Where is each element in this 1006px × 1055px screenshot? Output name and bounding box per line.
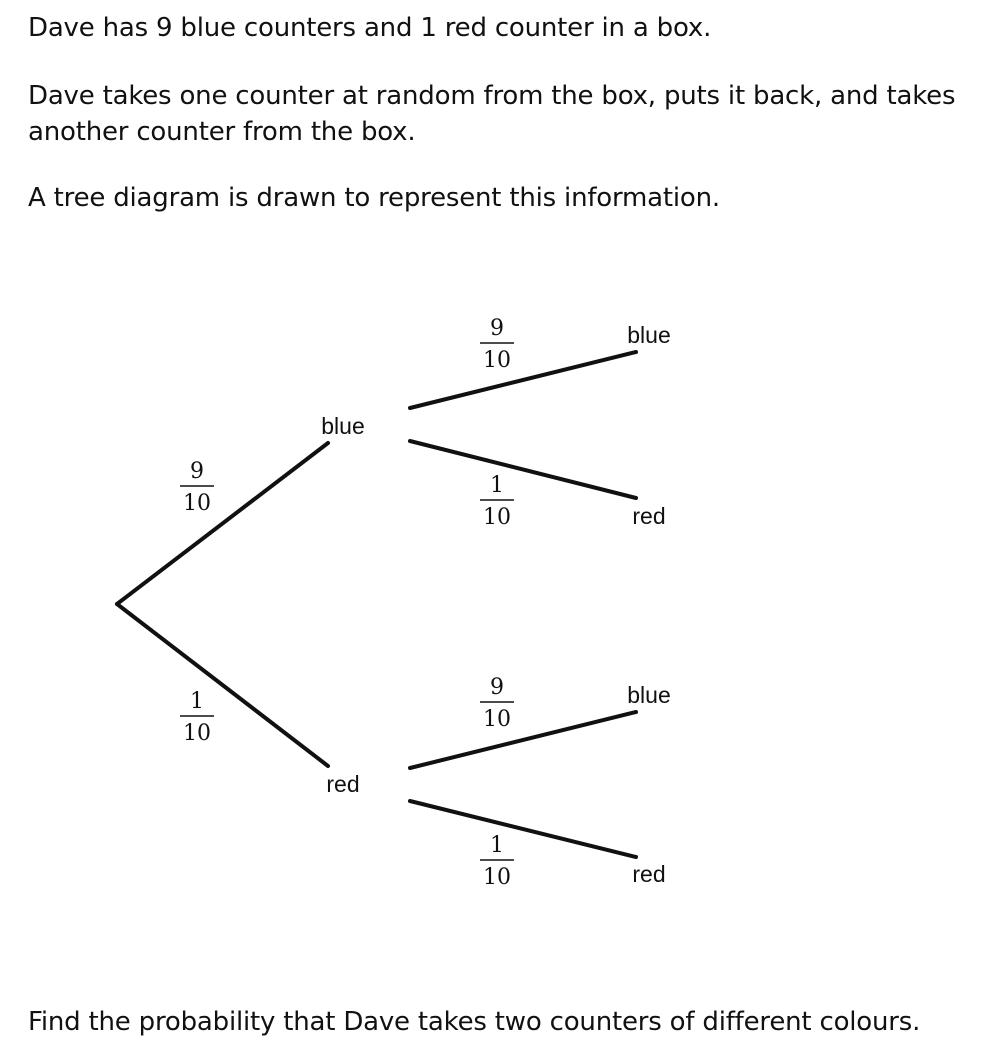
diagram-note: A tree diagram is drawn to represent this information. <box>28 183 720 213</box>
prob-numerator: 1 <box>190 689 204 714</box>
branch-after-red-red <box>410 801 636 857</box>
branch-after-red-blue <box>410 712 636 768</box>
node-label-after-blue-blue: blue <box>627 322 671 348</box>
branch-first-red <box>117 604 328 766</box>
prob-denominator: 10 <box>183 491 211 516</box>
prob-numerator: 9 <box>490 316 504 341</box>
prob-denominator: 10 <box>483 348 511 373</box>
prob-after-red-red <box>480 833 514 890</box>
prob-denominator: 10 <box>483 505 511 530</box>
question-intro: Dave has 9 blue counters and 1 red counter in a box. <box>28 13 712 43</box>
prob-numerator: 1 <box>490 473 504 498</box>
prob-denominator: 10 <box>483 707 511 732</box>
prob-numerator: 9 <box>190 459 204 484</box>
prob-first-red <box>180 689 214 746</box>
prob-numerator: 1 <box>490 833 504 858</box>
node-label-after-red-red: red <box>632 861 666 887</box>
branch-after-blue-blue <box>410 352 636 408</box>
branch-first-blue <box>117 443 328 604</box>
node-label-after-blue-red: red <box>632 503 666 529</box>
prob-after-red-blue <box>480 675 514 732</box>
node-label-after-red-blue: blue <box>627 682 671 708</box>
prob-denominator: 10 <box>183 721 211 746</box>
branch-after-blue-red <box>410 441 636 498</box>
node-label-first-red: red <box>326 771 360 797</box>
node-label-first-blue: blue <box>321 413 365 439</box>
prob-numerator: 9 <box>490 675 504 700</box>
prob-after-blue-red <box>480 473 514 530</box>
prob-after-blue-blue <box>480 316 514 373</box>
question-prompt: Find the probability that Dave takes two counters of different colours. <box>28 1007 921 1037</box>
prob-first-blue <box>180 459 214 516</box>
prob-denominator: 10 <box>483 865 511 890</box>
question-process: Dave takes one counter at random from the box, puts it back, and takes another counter from the box. <box>28 81 956 147</box>
